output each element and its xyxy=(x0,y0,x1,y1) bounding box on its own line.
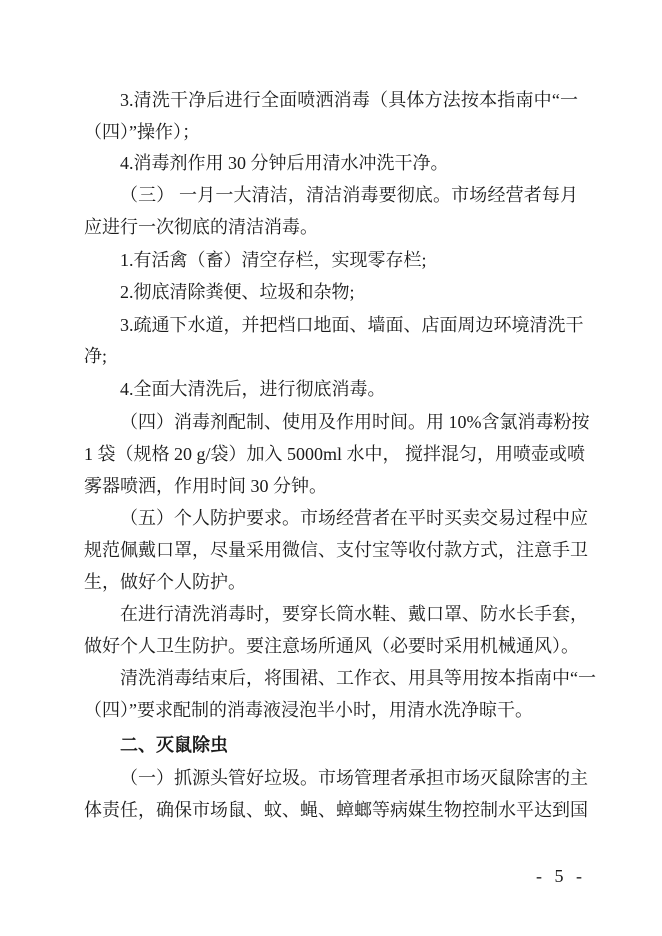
paragraph-line: 规范佩戴口罩，尽量采用微信、支付宝等收付款方式，注意手卫 xyxy=(84,540,588,560)
paragraph-line: （四）”要求配制的消毒液浸泡半小时，用清水洗净晾干。 xyxy=(84,700,533,720)
paragraph-line: 1.有活禽（畜）清空存栏，实现零存栏; xyxy=(120,250,427,270)
paragraph-line: 雾器喷洒，作用时间 30 分钟。 xyxy=(84,476,327,496)
paragraph-line: 2.彻底清除粪便、垃圾和杂物; xyxy=(120,282,355,302)
paragraph-line: 在进行清洗消毒时，要穿长筒水鞋、戴口罩、防水长手套， xyxy=(120,604,588,624)
paragraph-line: 应进行一次彻底的清洁消毒。 xyxy=(84,217,318,237)
paragraph-line: 清洗消毒结束后，将围裙、工作衣、用具等用按本指南中“一 xyxy=(120,668,596,688)
paragraph-line: （三） 一月一大清洁，清洁消毒要彻底。市场经营者每月 xyxy=(120,185,578,205)
paragraph-line: （一）抓源头管好垃圾。市场管理者承担市场灭鼠除害的主 xyxy=(120,768,588,788)
paragraph-line: 3.疏通下水道，并把档口地面、墙面、店面周边环境清洗干 xyxy=(120,315,584,335)
paragraph-line: （四）”操作）； xyxy=(84,122,200,142)
paragraph-line: 体责任，确保市场鼠、蚊、蝇、蟑螂等病媒生物控制水平达到国 xyxy=(84,800,588,820)
paragraph-line: 做好个人卫生防护。要注意场所通风（必要时采用机械通风）。 xyxy=(84,636,579,656)
section-heading: 二、灭鼠除虫 xyxy=(120,735,228,756)
page-number: - 5 - xyxy=(536,866,586,886)
paragraph-line: 生，做好个人防护。 xyxy=(84,572,246,592)
paragraph-line: （五）个人防护要求。市场经营者在平时买卖交易过程中应 xyxy=(120,508,588,528)
paragraph-line: 3.清洗干净后进行全面喷洒消毒（具体方法按本指南中“一 xyxy=(120,90,578,110)
paragraph-line: 4.消毒剂作用 30 分钟后用清水冲洗干净。 xyxy=(120,153,449,173)
paragraph-line: （四）消毒剂配制、使用及作用时间。用 10%含氯消毒粉按 xyxy=(120,412,590,432)
paragraph-line: 净; xyxy=(84,346,108,366)
paragraph-line: 4.全面大清洗后，进行彻底消毒。 xyxy=(120,379,386,399)
paragraph-line: 1 袋（规格 20 g/袋）加入 5000ml 水中， 搅拌混匀，用喷壶或喷 xyxy=(84,444,586,464)
